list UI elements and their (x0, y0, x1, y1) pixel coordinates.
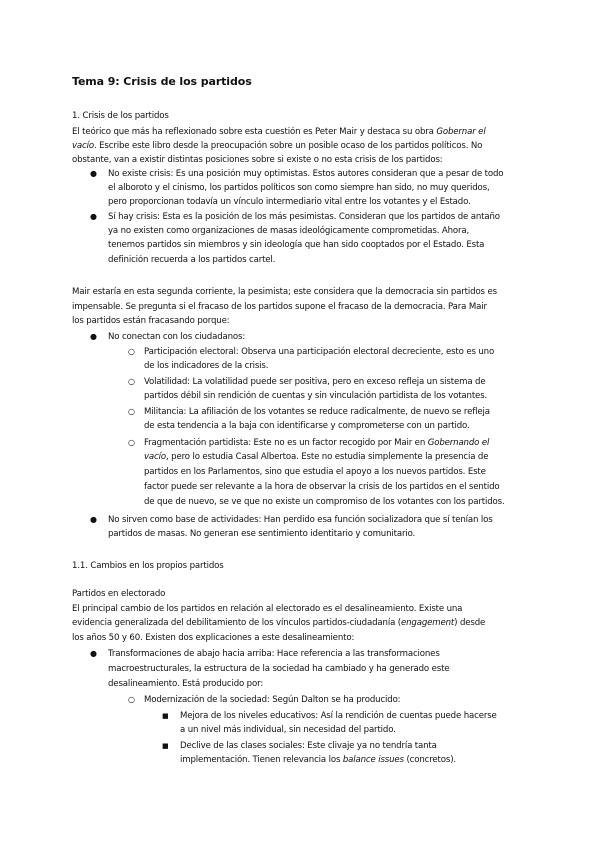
sub-bullet-text: de los indicadores de la crisis. (144, 361, 269, 371)
sub-bullet-text: Participación electoral: Observa una participación electoral decreciente, esto es uno (144, 347, 495, 357)
sub-bullet-text: factor puede ser relevante a la hora de observar la crisis de los partidos en el sentido (144, 482, 500, 492)
paragraph-line: vacío. Escribe este libro desde la preocupación sobre un posible ocaso de los partidos políticos. No (72, 141, 483, 151)
bullet-circle-icon: ○ (128, 377, 135, 386)
paragraph-line: obstante, van a existir distintas posiciones sobre si existe o no esta crisis de los partidos: (72, 155, 443, 165)
bullet-text: pero proporcionan todavía un vínculo intermediario vital entre los votantes y el Estado. (108, 197, 471, 207)
bullet-text: partidos de masas. No generan ese sentimiento identitario y comunitario. (108, 529, 416, 539)
section-heading: 1.1. Cambios en los propios partidos (72, 561, 224, 571)
sub-sub-bullet-text: Mejora de los niveles educativos: Así la rendición de cuentas puede hacerse (180, 711, 497, 721)
sub-bullet-text: Militancia: La afiliación de los votantes se reduce radicalmente, de nuevo se refleja (144, 407, 490, 417)
sub-bullet-text: Modernización de la sociedad: Según Dalton se ha producido: (144, 695, 401, 705)
sub-bullet-text: de que de nuevo, se ve que no existe un compromiso de los votantes con los partidos. (144, 497, 505, 507)
bullet-text: Transformaciones de abajo hacia arriba: Hace referencia a las transformaciones (108, 649, 440, 659)
bullet-text: ya no existen como organizaciones de masas ideológicamente comprometidas. Ahora, (108, 226, 470, 236)
sub-sub-bullet-text: a un nivel más individual, sin necesidad del partido. (180, 725, 396, 735)
sub-bullet-text: partidos débil sin rendición de cuentas y sin vinculación partidista de los votantes. (144, 391, 488, 401)
bullet-dot-icon: ● (90, 649, 97, 658)
sub-sub-bullet-text: Declive de las clases sociales: Este clivaje ya no tendría tanta (180, 741, 437, 751)
page-title: Tema 9: Crisis de los partidos (72, 75, 252, 88)
bullet-square-icon: ■ (162, 712, 169, 720)
paragraph-line: Mair estaría en esta segunda corriente, la pesimista; este considera que la democracia sin partidos es (72, 287, 497, 297)
bullet-text: definición recuerda a los partidos cartel. (108, 255, 276, 265)
bullet-square-icon: ■ (162, 742, 169, 750)
bullet-dot-icon: ● (90, 515, 97, 524)
sub-bullet-text: partidos en los Parlamentos, sino que estudia el apoyo a los nuevos partidos. Este (144, 467, 486, 477)
bullet-circle-icon: ○ (128, 695, 135, 704)
paragraph-line: los años 50 y 60. Existen dos explicaciones a este desalineamiento: (72, 633, 355, 643)
bullet-dot-icon: ● (90, 332, 97, 341)
bullet-text: tenemos partidos sin miembros y sin ideología que han sido cooptados por el Estado. Esta (108, 240, 485, 250)
bullet-text: desalineamiento. Está producido por: (108, 679, 264, 689)
sub-bullet-text: Volatilidad: La volatilidad puede ser positiva, pero en exceso refleja un sistema de (144, 377, 486, 387)
section-heading: 1. Crisis de los partidos (72, 111, 169, 121)
bullet-dot-icon: ● (90, 169, 97, 178)
subsection-heading: Partidos en electorado (72, 589, 166, 599)
paragraph-line: evidencia generalizada del debilitamiento de los vínculos partidos-ciudadanía (engagement) desde (72, 618, 486, 628)
bullet-circle-icon: ○ (128, 438, 135, 447)
bullet-circle-icon: ○ (128, 407, 135, 416)
paragraph-line: El principal cambio de los partidos en relación al electorado es el desalineamiento. Existe una (72, 604, 463, 614)
bullet-text: No conectan con los ciudadanos: (108, 332, 246, 342)
bullet-text: macroestructurales, la estructura de la sociedad ha cambiado y ha generado este (108, 664, 450, 674)
bullet-circle-icon: ○ (128, 347, 135, 356)
bullet-text: Sí hay crisis: Esta es la posición de los más pesimistas. Consideran que los partidos de antaño (108, 212, 500, 222)
bullet-text: el alboroto y el cinismo, los partidos políticos son como siempre han sido, no muy queridos, (108, 183, 490, 193)
bullet-dot-icon: ● (90, 212, 97, 221)
bullet-text: No existe crisis: Es una posición muy optimistas. Estos autores consideran que a pesar de todo (108, 169, 504, 179)
paragraph-line: impensable. Se pregunta si el fracaso de los partidos supone el fracaso de la democracia. Para Mair (72, 302, 487, 312)
sub-sub-bullet-text: implementación. Tienen relevancia los balance issues (concretos). (180, 755, 456, 765)
bullet-text: No sirven como base de actividades: Han perdido esa función socializadora que sí tenían los (108, 515, 493, 525)
sub-bullet-text: vacío, pero lo estudia Casal Albertoa. Este no estudia simplemente la presencia de (144, 452, 489, 462)
paragraph-line: El teórico que más ha reflexionado sobre esta cuestión es Peter Mair y destaca su obra Gobernar el (72, 127, 486, 137)
sub-bullet-text: de esta tendencia a la baja con identificarse y comprometerse con un partido. (144, 421, 470, 431)
sub-bullet-text: Fragmentación partidista: Este no es un factor recogido por Mair en Gobernando el (144, 438, 490, 448)
paragraph-line: los partidos están fracasando porque: (72, 316, 230, 326)
